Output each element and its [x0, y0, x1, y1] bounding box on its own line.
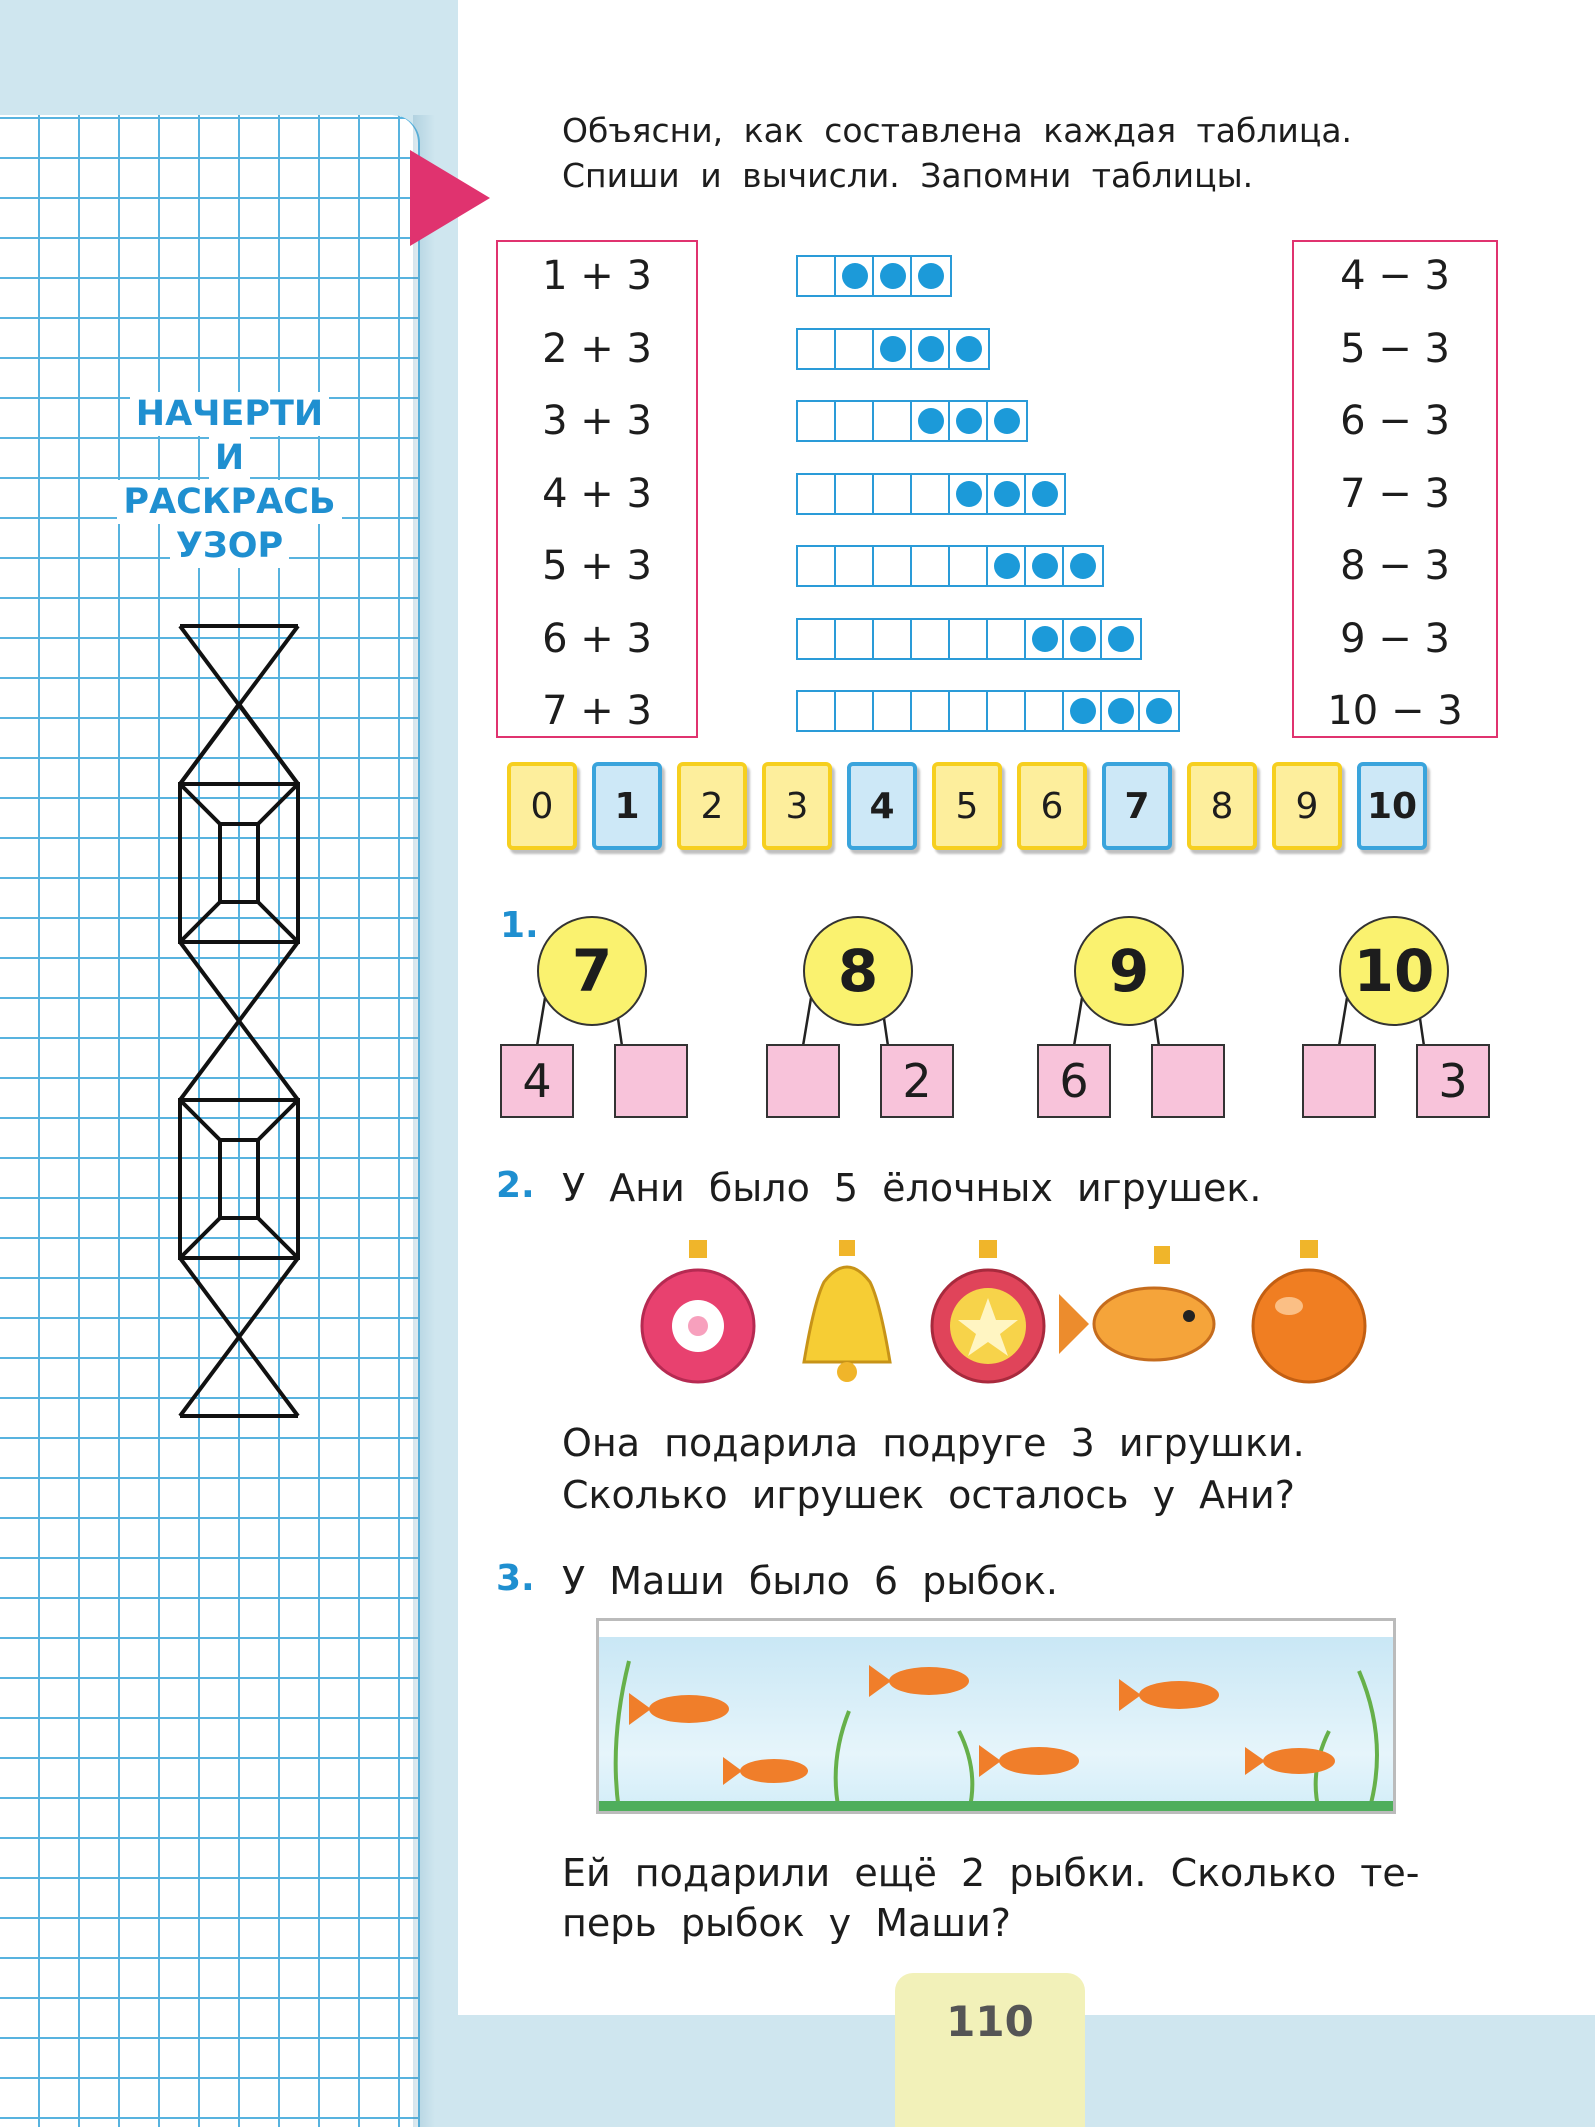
task-3-line-2: Ей подарили ещё 2 рыбки. Сколько те-: [562, 1851, 1420, 1895]
counting-strip: [796, 328, 990, 370]
empty-cell: [912, 620, 950, 658]
bell-ornament: [804, 1240, 890, 1382]
number-card: 10: [1357, 762, 1427, 850]
tree-right-box[interactable]: [1151, 1044, 1225, 1118]
empty-cell: [836, 620, 874, 658]
filled-dot-cell: [950, 330, 988, 368]
filled-dot-cell: [912, 257, 950, 295]
section-marker-triangle: [410, 150, 490, 246]
filled-dot-cell: [1102, 692, 1140, 730]
filled-dot-cell: [836, 257, 874, 295]
addition-expression: 7 + 3: [542, 688, 652, 734]
filled-dot-cell: [912, 330, 950, 368]
task-2-number: 2.: [496, 1165, 535, 1206]
star-ornament: [932, 1240, 1044, 1382]
task-3-line-1: У Маши было 6 рыбок.: [562, 1559, 1059, 1603]
number-card: 2: [677, 762, 747, 850]
filled-dot-cell: [1026, 620, 1064, 658]
filled-dot-cell: [988, 547, 1026, 585]
empty-cell: [836, 330, 874, 368]
subtraction-expression: 10 − 3: [1327, 688, 1463, 734]
filled-dot-cell: [1102, 620, 1140, 658]
geometric-pattern: [178, 624, 302, 1424]
empty-cell: [988, 620, 1026, 658]
empty-cell: [912, 475, 950, 513]
empty-cell: [798, 475, 836, 513]
counting-strip: [796, 690, 1180, 732]
number-card: 8: [1187, 762, 1257, 850]
filled-dot-cell: [1064, 692, 1102, 730]
number-card: 0: [507, 762, 577, 850]
tree-top-number: 10: [1339, 916, 1449, 1026]
empty-cell: [836, 475, 874, 513]
filled-dot-cell: [1026, 475, 1064, 513]
empty-cell: [798, 330, 836, 368]
task-2-line-2: Она подарила подруге 3 игрушки.: [562, 1421, 1305, 1465]
filled-dot-cell: [874, 330, 912, 368]
empty-cell: [874, 475, 912, 513]
subtraction-expression: 5 − 3: [1340, 325, 1450, 372]
empty-cell: [798, 402, 836, 440]
number-tree: [1302, 916, 1502, 1126]
label-line-4: УЗОР: [170, 524, 289, 568]
counting-strip: [796, 400, 1028, 442]
empty-cell: [874, 620, 912, 658]
tree-top-number: 7: [537, 916, 647, 1026]
label-line-3: РАСКРАСЬ: [117, 480, 341, 524]
number-tree: [1037, 916, 1237, 1126]
empty-cell: [798, 547, 836, 585]
label-line-1: НАЧЕРТИ: [130, 392, 329, 436]
addition-expression: 4 + 3: [542, 470, 652, 517]
filled-dot-cell: [950, 402, 988, 440]
filled-dot-cell: [1140, 692, 1178, 730]
number-tree: [500, 916, 700, 1126]
label-line-2: И: [209, 436, 250, 480]
tree-right-box[interactable]: [614, 1044, 688, 1118]
empty-cell: [874, 547, 912, 585]
tree-left-box[interactable]: [1302, 1044, 1376, 1118]
task-3-line-3: перь рыбок у Маши?: [562, 1901, 1011, 1945]
instructions: [562, 108, 1352, 198]
counting-strip: [796, 473, 1066, 515]
filled-dot-cell: [1064, 620, 1102, 658]
tree-top-number: 9: [1074, 916, 1184, 1026]
instruction-line-2: Спиши и вычисли. Запомни таблицы.: [562, 156, 1254, 195]
filled-dot-cell: [1026, 547, 1064, 585]
filled-dot-cell: [912, 402, 950, 440]
subtraction-expression: 8 − 3: [1340, 543, 1450, 589]
subtraction-expression: 4 − 3: [1340, 253, 1450, 299]
number-tree: [766, 916, 966, 1126]
tree-left-box[interactable]: 4: [500, 1044, 574, 1118]
empty-cell: [950, 547, 988, 585]
empty-cell: [874, 692, 912, 730]
addition-expression: 5 + 3: [542, 543, 652, 589]
filled-dot-cell: [874, 257, 912, 295]
instruction-line-1: Объясни, как составлена каждая таблица.: [562, 111, 1353, 150]
filled-dot-cell: [988, 402, 1026, 440]
fish-ornament: [1059, 1246, 1214, 1360]
addition-expression: 1 + 3: [542, 253, 652, 299]
task-3-number: 3.: [496, 1558, 535, 1599]
empty-cell: [798, 692, 836, 730]
tree-right-box[interactable]: 3: [1416, 1044, 1490, 1118]
number-card: 1: [592, 762, 662, 850]
subtraction-table: [1292, 240, 1498, 738]
tree-right-box[interactable]: 2: [880, 1044, 954, 1118]
addition-expression: 3 + 3: [542, 398, 652, 444]
empty-cell: [950, 620, 988, 658]
empty-cell: [798, 620, 836, 658]
counting-strip: [796, 255, 952, 297]
empty-cell: [836, 402, 874, 440]
task-2-line-1: У Ани было 5 ёлочных игрушек.: [562, 1166, 1262, 1210]
task-1-number: 1.: [500, 905, 539, 946]
number-card: 6: [1017, 762, 1087, 850]
number-card: 9: [1272, 762, 1342, 850]
number-card: 3: [762, 762, 832, 850]
pink-ball-ornament: [642, 1240, 754, 1382]
filled-dot-cell: [1064, 547, 1102, 585]
orange-ball-ornament: [1253, 1240, 1365, 1382]
tree-left-box[interactable]: [766, 1044, 840, 1118]
aquarium-bottom: [599, 1801, 1393, 1811]
counting-strip: [796, 618, 1142, 660]
empty-cell: [1026, 692, 1064, 730]
page-number: 110: [895, 1973, 1085, 2127]
counting-strip: [796, 545, 1104, 587]
filled-dot-cell: [988, 475, 1026, 513]
fish-illustration: [599, 1621, 1393, 1811]
tree-left-box[interactable]: 6: [1037, 1044, 1111, 1118]
filled-dot-cell: [950, 475, 988, 513]
aquarium: [596, 1618, 1396, 1814]
empty-cell: [836, 692, 874, 730]
subtraction-expression: 9 − 3: [1340, 615, 1450, 662]
empty-cell: [874, 402, 912, 440]
empty-cell: [798, 257, 836, 295]
subtraction-expression: 6 − 3: [1340, 398, 1450, 444]
empty-cell: [912, 692, 950, 730]
number-line: [507, 762, 1427, 850]
empty-cell: [836, 547, 874, 585]
addition-expression: 2 + 3: [542, 325, 652, 372]
addition-expression: 6 + 3: [542, 615, 652, 662]
empty-cell: [950, 692, 988, 730]
subtraction-expression: 7 − 3: [1340, 470, 1450, 517]
draw-pattern-label: [112, 392, 347, 568]
tree-top-number: 8: [803, 916, 913, 1026]
number-card: 5: [932, 762, 1002, 850]
addition-table: [496, 240, 698, 738]
christmas-ornaments: [634, 1232, 1394, 1402]
number-card: 7: [1102, 762, 1172, 850]
empty-cell: [988, 692, 1026, 730]
empty-cell: [912, 547, 950, 585]
number-card: 4: [847, 762, 917, 850]
task-2-line-3: Сколько игрушек осталось у Ани?: [562, 1473, 1295, 1517]
